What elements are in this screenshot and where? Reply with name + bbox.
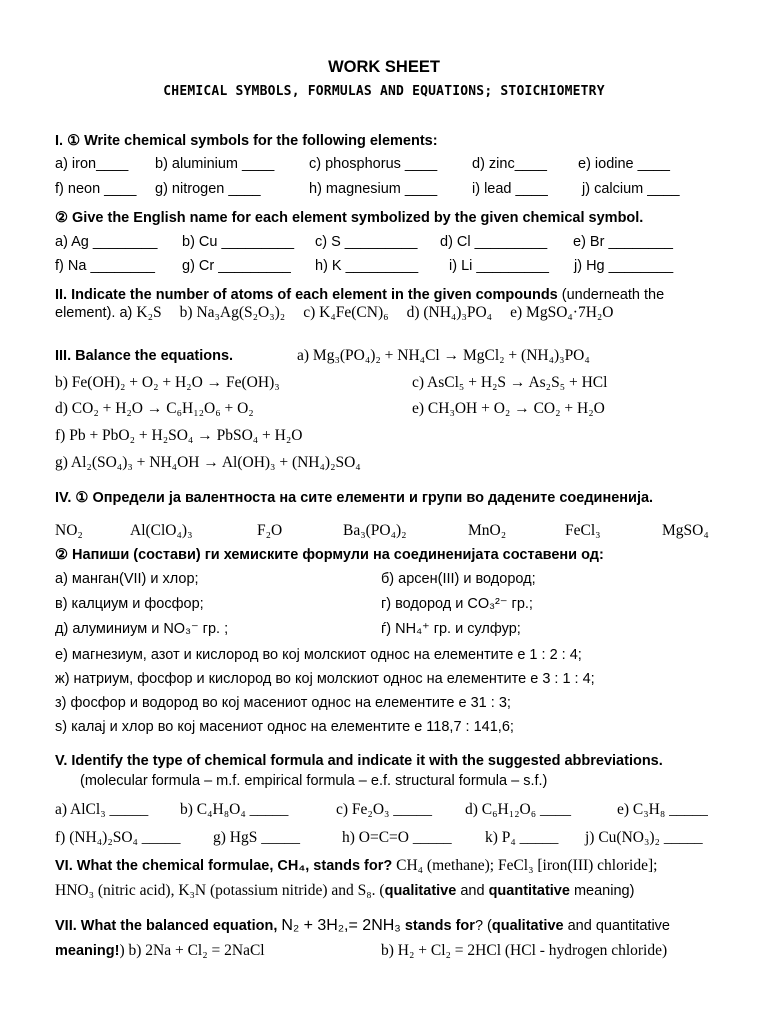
section-2-compounds <box>55 303 614 323</box>
page-subtitle: CHEMICAL SYMBOLS, FORMULAS AND EQUATIONS; STOICHIOMETRY <box>163 84 605 99</box>
section-6-line-1 <box>55 856 657 876</box>
item: i) lead ____ <box>472 181 548 197</box>
section-3-heading: III. Balance the equations. <box>55 348 234 364</box>
item: e) C₃H₈ _____ <box>617 801 708 818</box>
item: j) Cu(NO₃)₂ _____ <box>585 829 703 846</box>
item: d) C₆H₁₂O₆ ____ <box>465 801 572 818</box>
formula: MgSO₄ <box>662 522 709 539</box>
formula: F₂O <box>257 522 283 539</box>
equation-b: b) Fe(OH)₂ + O₂ + H₂O → Fe(OH)₃ <box>55 374 280 391</box>
equation-a: a) Mg₃(PO₄)₂ + NH₄Cl → MgCl₂ + (NH₄)₃PO₄ <box>297 347 590 364</box>
formula: Al(ClO₄)₃ <box>130 522 193 539</box>
heading-note: (underneath the <box>557 287 665 303</box>
list-item: б) арсен(III) и водород; <box>381 571 536 587</box>
item: f) neon ____ <box>55 181 137 197</box>
examples: CH₄ (methane); FeCl₃ [iron(III) chloride]; <box>392 857 658 874</box>
list-item: а) манган(VII) и хлор; <box>55 571 199 587</box>
list-item: ѓ) NH₄⁺ гр. и сулфур; <box>381 621 521 637</box>
item: h) O=C=O _____ <box>342 829 452 846</box>
item: k) P₄ _____ <box>485 829 559 846</box>
qualitative-label: qualitative <box>384 883 457 899</box>
item: c) S _________ <box>315 234 418 250</box>
meaning-label: meaning) <box>569 883 635 899</box>
section-5-heading: V. Identify the type of chemical formula and indicate it with the suggested abbreviations. <box>55 753 663 769</box>
item: g) nitrogen ____ <box>155 181 261 197</box>
heading-text: stands for <box>400 918 475 934</box>
item: f) (NH₄)₂SO₄ _____ <box>55 829 181 846</box>
item: j) Hg ________ <box>574 258 674 274</box>
compound: c) K₄Fe(CN)₆ <box>303 304 389 321</box>
compound: b) Na₃Ag(S₂O₃)₂ <box>179 304 286 321</box>
section-7-line-2 <box>55 942 265 960</box>
item: b) Cu _________ <box>182 234 295 250</box>
connector: and <box>456 883 489 899</box>
list-item: ѕ) калај и хлор во кој масениот однос на елементите е 118,7 : 141,6; <box>55 719 514 735</box>
section-6-line-2 <box>55 881 634 901</box>
item: h) magnesium ____ <box>309 181 438 197</box>
section-1-heading-2: ② Give the English name for each element symbolized by the given chemical symbol. <box>55 210 644 226</box>
item: e) Br ________ <box>573 234 673 250</box>
formula: MnO₂ <box>468 522 507 539</box>
item: j) calcium ____ <box>582 181 680 197</box>
section-2-heading <box>55 285 664 305</box>
section-1-heading: I. ① Write chemical symbols for the following elements: <box>55 133 438 149</box>
item: g) HgS _____ <box>213 829 300 846</box>
qualitative-label: qualitative <box>491 918 564 934</box>
equation-b-2: b) H₂ + Cl₂ = 2HCl (HCl - hydrogen chloride) <box>381 942 668 959</box>
item: d) Cl _________ <box>440 234 548 250</box>
heading-text: VI. What the chemical formulae, CH₄, stands for? <box>55 858 393 874</box>
list-item: в) калциум и фосфор; <box>55 596 204 612</box>
equation-g: g) Al₂(SO₄)₃ + NH₄OH → Al(OH)₃ + (NH₄)₂SO₄ <box>55 454 361 471</box>
item: f) Na ________ <box>55 258 155 274</box>
item: i) Li _________ <box>449 258 549 274</box>
list-item: г) водород и CO₃²⁻ гр.; <box>381 596 533 612</box>
equation-b: ) b) 2Na + Cl₂ = 2NaCl <box>119 942 265 959</box>
item: d) zinc____ <box>472 156 547 172</box>
item: b) C₄H₈O₄ _____ <box>180 801 289 818</box>
list-item: е) магнезиум, азот и кислород во кој молскиот однос на елементите е 1 : 2 : 4; <box>55 647 582 663</box>
compound: e) MgSO₄·7H₂O <box>510 304 614 321</box>
formula: Ba₃(PO₄)₂ <box>343 522 407 539</box>
item: e) iodine ____ <box>578 156 670 172</box>
equation-e: e) CH₃OH + O₂ → CO₂ + H₂O <box>412 400 605 417</box>
item: h) K _________ <box>315 258 419 274</box>
examples: HNO₃ (nitric acid), K₃N (potassium nitride) and S₈. ( <box>55 882 385 899</box>
item: c) phosphorus ____ <box>309 156 438 172</box>
section-4-heading: IV. ① Определи ја валентноста на сите елементи и групи во дадените соединенија. <box>55 490 654 506</box>
item: a) iron____ <box>55 156 129 172</box>
equation: N₂ + 3H₂,= 2NH₃ <box>281 917 401 934</box>
equation-d: d) CO₂ + H₂O → C₆H₁₂O₆ + O₂ <box>55 400 254 417</box>
list-item: ж) натриум, фосфор и кислород во кој молскиот однос на елементите е 3 : 1 : 4; <box>55 671 595 687</box>
heading-text: II. Indicate the number of atoms of each element in the given compounds <box>55 287 558 303</box>
formula: NO₂ <box>55 522 83 539</box>
heading-text: VII. What the balanced equation, <box>55 918 282 934</box>
meaning-label: meaning! <box>55 943 120 959</box>
section-7-line-1 <box>55 916 670 936</box>
item: g) Cr _________ <box>182 258 291 274</box>
item: b) aluminium ____ <box>155 156 275 172</box>
quantitative-label: and quantitative <box>563 918 670 934</box>
list-item: д) алуминиум и NO₃⁻ гр. ; <box>55 621 229 637</box>
compounds-prefix: element). a) <box>55 305 137 321</box>
item: c) Fe₂O₃ _____ <box>336 801 433 818</box>
section-4-heading-2: ② Напиши (состави) ги хемиските формули на соединенијата составени од: <box>55 547 604 563</box>
list-item: з) фосфор и водород во кој масениот однос на елементите е 31 : 3; <box>55 695 511 711</box>
compound: K₂S <box>136 304 162 321</box>
page-title: WORK SHEET <box>328 58 440 76</box>
formula: FeCl₃ <box>565 522 601 539</box>
equation-c: c) AsCl₅ + H₂S → As₂S₅ + HCl <box>412 374 608 391</box>
quantitative-label: quantitative <box>488 883 570 899</box>
paren: ? ( <box>474 918 492 934</box>
equation-f: f) Pb + PbO₂ + H₂SO₄ → PbSO₄ + H₂O <box>55 427 303 444</box>
item: a) Ag ________ <box>55 234 158 250</box>
item: a) AlCl₃ _____ <box>55 801 149 818</box>
compound: d) (NH₄)₃PO₄ <box>406 304 493 321</box>
section-5-legend: (molecular formula – m.f. empirical formula – e.f. structural formula – s.f.) <box>80 773 548 789</box>
